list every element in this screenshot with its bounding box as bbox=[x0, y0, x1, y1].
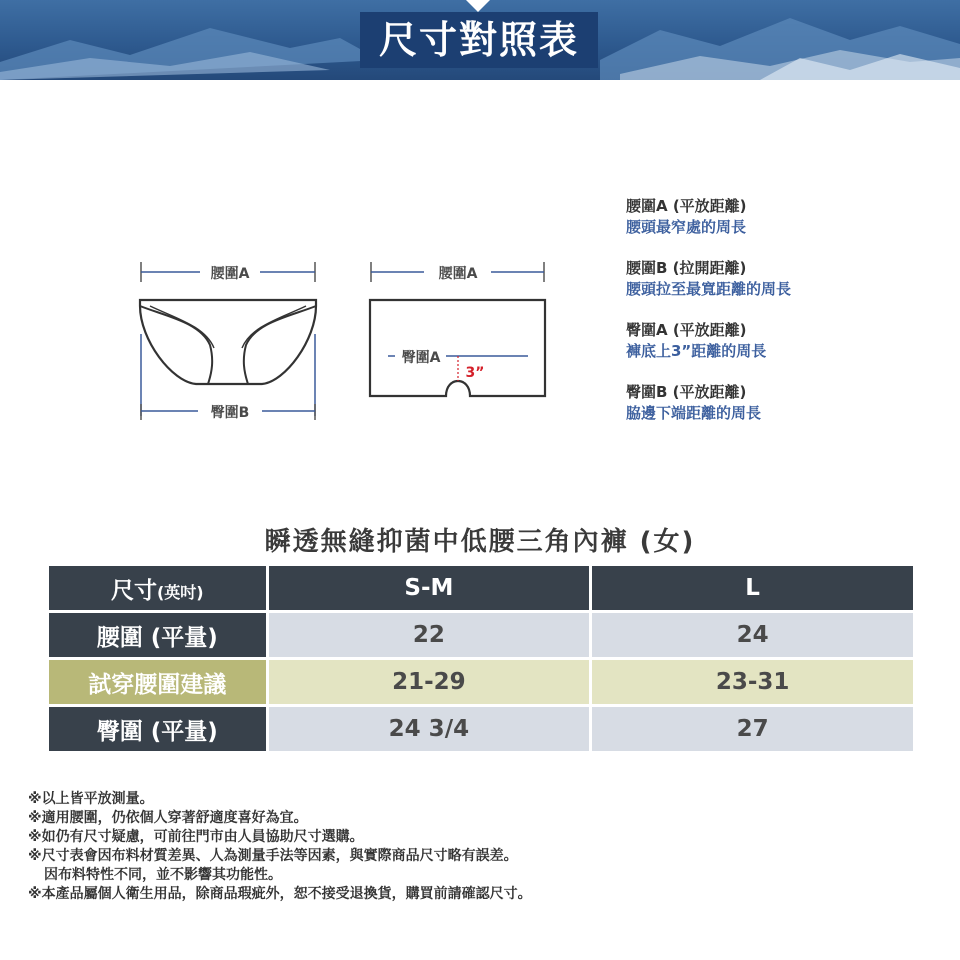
header-size-l: L bbox=[589, 566, 913, 613]
product-title: 瞬透無縫抑菌中低腰三角內褲 (女) bbox=[264, 527, 696, 557]
row-label: 試穿腰圍建議 bbox=[49, 660, 266, 707]
brief-waist-label: 腰圍A bbox=[210, 266, 250, 282]
table-row bbox=[49, 660, 913, 707]
note-line: ※如仍有尺寸疑慮，可前往門市由人員協助尺寸選購。 bbox=[28, 829, 364, 845]
legend-item bbox=[626, 196, 946, 258]
cell-l: 27 bbox=[589, 707, 913, 754]
cell-s-m: 22 bbox=[266, 613, 590, 660]
table-row bbox=[49, 613, 913, 660]
table-row bbox=[49, 707, 913, 754]
legend-name: 腰圍B (拉開距離) bbox=[626, 259, 747, 277]
row-label: 腰圍 (平量) bbox=[49, 613, 266, 660]
note-line: 因布料特性不同，並不影響其功能性。 bbox=[44, 867, 282, 883]
measurement-legend bbox=[626, 196, 946, 444]
legend-item bbox=[626, 258, 946, 320]
note-line: ※尺寸表會因布料材質差異、人為測量手法等因素，與實際商品尺寸略有誤差。 bbox=[28, 848, 518, 864]
header-unit: (英吋) bbox=[156, 582, 204, 602]
header-label-cell bbox=[49, 566, 266, 613]
legend-name: 臀圍A (平放距離) bbox=[626, 321, 747, 339]
header-label: 尺寸 bbox=[110, 577, 157, 604]
legend-desc: 脇邊下端距離的周長 bbox=[626, 404, 762, 422]
note-line: ※適用腰圍，仍依個人穿著舒適度喜好為宜。 bbox=[28, 810, 308, 826]
note-line: ※以上皆平放測量。 bbox=[28, 791, 154, 807]
cell-s-m: 21-29 bbox=[266, 660, 590, 707]
legend-name: 臀圍B (平放距離) bbox=[626, 383, 747, 401]
note-line: ※本產品屬個人衛生用品，除商品瑕疵外，恕不接受退換貨，購買前請確認尺寸。 bbox=[28, 886, 532, 902]
notes-section bbox=[28, 790, 928, 904]
brief-hip-label: 臀圍B bbox=[210, 405, 250, 421]
legend-desc: 褲底上3”距離的周長 bbox=[626, 342, 767, 360]
boxer-diagram bbox=[370, 262, 545, 396]
boxer-hip-label: 臀圍A bbox=[401, 350, 441, 366]
legend-desc: 腰頭最窄處的周長 bbox=[626, 218, 747, 236]
row-label: 臀圍 (平量) bbox=[49, 707, 266, 754]
boxer-outline bbox=[370, 300, 545, 396]
header-size-s-m: S-M bbox=[266, 566, 590, 613]
cell-s-m: 24 3/4 bbox=[266, 707, 590, 754]
legend-item bbox=[626, 382, 946, 444]
legend-desc: 腰頭拉至最寬距離的周長 bbox=[626, 280, 792, 298]
size-table bbox=[49, 566, 913, 754]
boxer-inseam-label: 3” bbox=[465, 365, 485, 381]
brief-diagram bbox=[140, 262, 316, 421]
legend-item bbox=[626, 320, 946, 382]
table-header-row bbox=[49, 566, 913, 613]
page-title: 尺寸對照表 bbox=[378, 18, 579, 62]
cell-l: 24 bbox=[589, 613, 913, 660]
cell-l: 23-31 bbox=[589, 660, 913, 707]
boxer-waist-label: 腰圍A bbox=[438, 266, 478, 282]
legend-name: 腰圍A (平放距離) bbox=[626, 197, 747, 215]
